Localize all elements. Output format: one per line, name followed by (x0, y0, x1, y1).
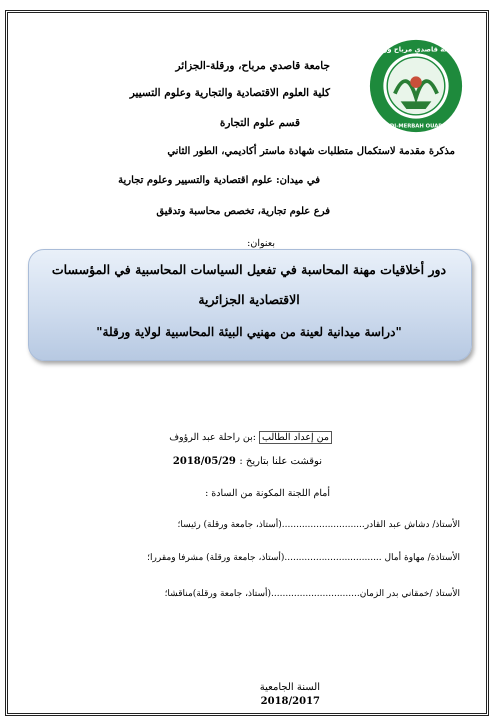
university-emblem-icon (368, 38, 464, 134)
student-line (169, 432, 332, 443)
thesis-subtitle: "دراسة ميدانية لعينة من مهنيي البيئة المحاسبية لولاية ورقلة" (96, 325, 402, 339)
faculty-name: كلية العلوم الاقتصادية والتجارية وعلوم التسيير (129, 87, 330, 99)
jury-member-supervisor: الأستاذة/ مهاوة أمال ..................................(أستاذ، جامعة ورقلة) مشرفا ومقررا؛ (147, 553, 460, 563)
svg-text:جامعة قاصدي مرباح ورقلة: جامعة قاصدي مرباح ورقلة (372, 45, 460, 54)
jury-member-president: الأستاذ/ دشاش عبد القادر.............................(أستاذ، جامعة ورقلة) رئيسا؛ (177, 520, 460, 530)
student-name: :بن راحلة عبد الرؤوف (169, 432, 256, 443)
thesis-title-line2: الاقتصادية الجزائرية (198, 292, 300, 307)
discussion-line (173, 456, 322, 467)
memo-description: مذكرة مقدمة لاستكمال متطلبات شهادة ماستر أكاديمي، الطور الثاني (167, 146, 455, 157)
jury-member-examiner: الأستاذ /خمقاني بدر الزمان...............................(أستاذ، جامعة ورقلة)مناقشا؛ (164, 589, 460, 599)
university-name: جامعة قاصدي مرباح، ورقلة-الجزائر (175, 60, 330, 72)
title-intro: بعنوان: (247, 238, 275, 249)
thesis-title-line1: دور أخلاقيات مهنة المحاسبة في تفعيل السياسات المحاسبية في المؤسسات (51, 262, 447, 277)
department-name: قسم علوم التجارة (219, 117, 300, 129)
svg-text:KASDI-MERBAH OUARGLA: KASDI-MERBAH OUARGLA (377, 123, 455, 130)
academic-year-value: 2018/2017 (260, 696, 320, 707)
discussion-text: نوقشت علنا بتاريخ : (239, 456, 322, 467)
committee-intro: أمام اللجنة المكونة من السادة : (205, 488, 330, 499)
academic-year (260, 682, 320, 693)
branch-line: فرع علوم تجارية، تخصص محاسبة وتدقيق (156, 206, 330, 217)
student-label: من إعداد الطالب (259, 431, 332, 444)
field-line: في ميدان: علوم اقتصادية والتسيير وعلوم تجارية (118, 175, 320, 186)
discussion-date: 2018/05/29 (172, 456, 236, 467)
academic-year-label: السنة الجامعية (259, 682, 320, 693)
